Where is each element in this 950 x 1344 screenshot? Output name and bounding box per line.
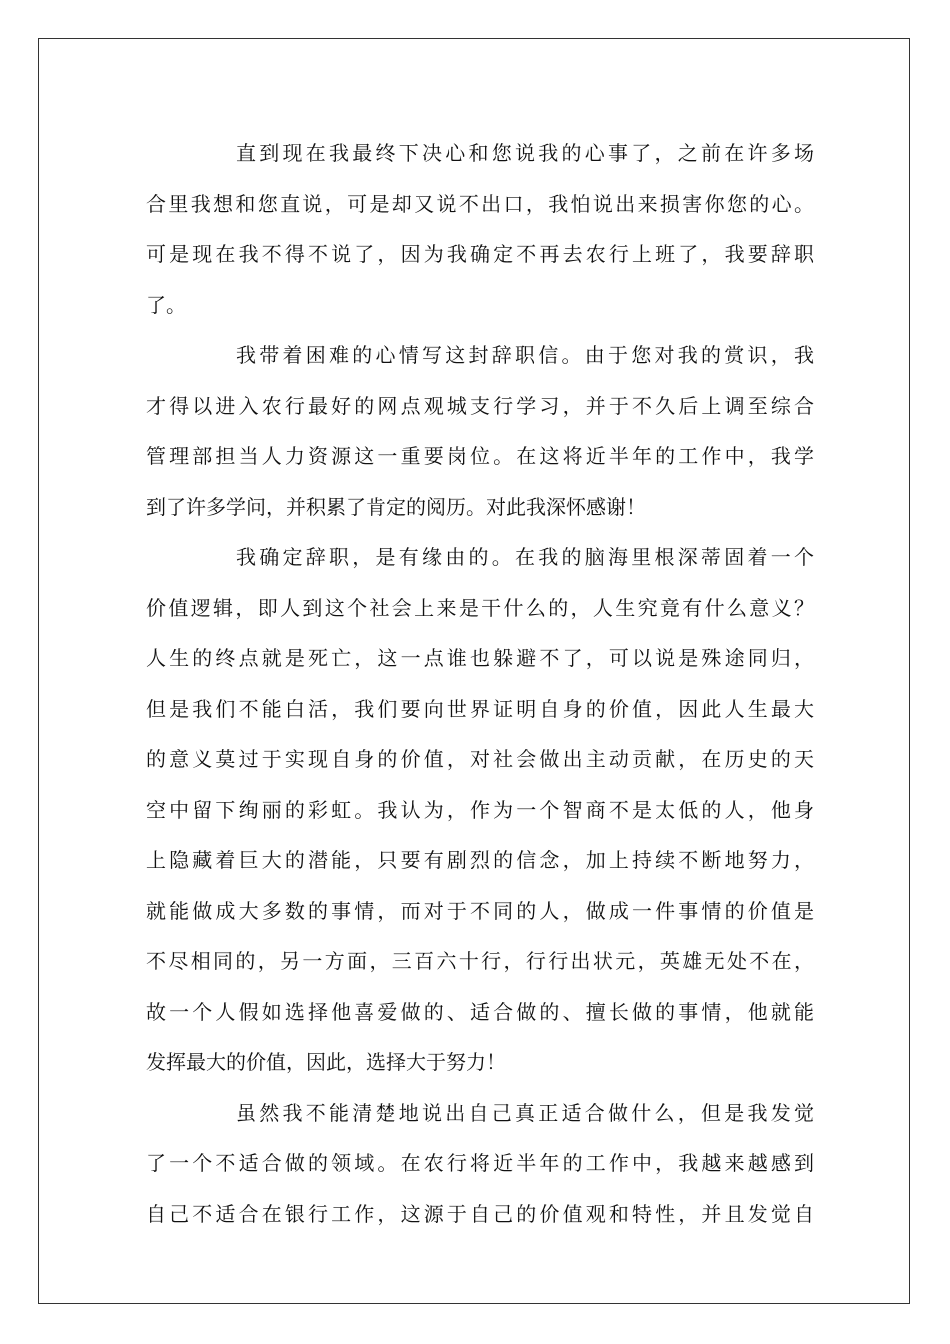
text-line: 自己不适合在银行工作，这源于自己的价值观和特性，并且发觉自: [146, 1201, 814, 1226]
document-body: [146, 133, 814, 1244]
text-line: 空中留下绚丽的彩虹。我认为，作为一个智商不是太低的人，他身: [146, 797, 814, 822]
text-line: 可是现在我不得不说了，因为我确定不再去农行上班了，我要辞职: [146, 242, 814, 266]
paragraph-2: [146, 335, 814, 537]
text-line: 虽然我不能清楚地说出自己真正适合做什么，但是我发觉: [236, 1100, 814, 1125]
text-line: 我带着困难的心情写这封辞职信。由于您对我的赏识，我: [236, 343, 814, 367]
text-line: 故一个人假如选择他喜爱做的、适合做的、擅长做的事情，他就能: [146, 999, 814, 1024]
text-line: 合里我想和您直说，可是却又说不出口，我怕说出来损害你您的心。: [146, 191, 814, 216]
paragraph-1: [146, 133, 814, 335]
text-line: 才得以进入农行最好的网点观城支行学习，并于不久后上调至综合: [146, 393, 814, 418]
text-line: 我确定辞职，是有缘由的。在我的脑海里根深蒂固着一个: [236, 545, 814, 569]
text-line: 到了许多学问，并积累了肯定的阅历。对此我深怀感谢！: [146, 494, 646, 519]
text-line: 人生的终点就是死亡，这一点谁也躲避不了，可以说是殊途同归，: [146, 646, 814, 670]
text-line: 但是我们不能白活，我们要向世界证明自身的价值，因此人生最大: [146, 696, 814, 721]
text-line: 价值逻辑，即人到这个社会上来是干什么的，人生究竟有什么意义？: [146, 595, 814, 620]
text-line: 管理部担当人力资源这一重要岗位。在这将近半年的工作中，我学: [146, 444, 814, 468]
text-line: 不尽相同的，另一方面，三百六十行，行行出状元，英雄无处不在，: [146, 949, 814, 973]
text-line: 发挥最大的价值，因此，选择大于努力！: [146, 1050, 506, 1074]
text-line: 直到现在我最终下决心和您说我的心事了，之前在许多场: [236, 141, 814, 165]
text-line: 了。: [146, 292, 186, 317]
text-line: 上隐藏着巨大的潜能，只要有剧烈的信念，加上持续不断地努力，: [146, 848, 814, 872]
text-line: 了一个不适合做的领域。在农行将近半年的工作中，我越来越感到: [146, 1151, 814, 1175]
paragraph-4: [146, 1093, 814, 1245]
paragraph-3: [146, 537, 814, 1093]
text-line: 的意义莫过于实现自身的价值，对社会做出主动贡献，在历史的天: [146, 747, 814, 771]
text-line: 就能做成大多数的事情，而对于不同的人，做成一件事情的价值是: [146, 898, 814, 923]
